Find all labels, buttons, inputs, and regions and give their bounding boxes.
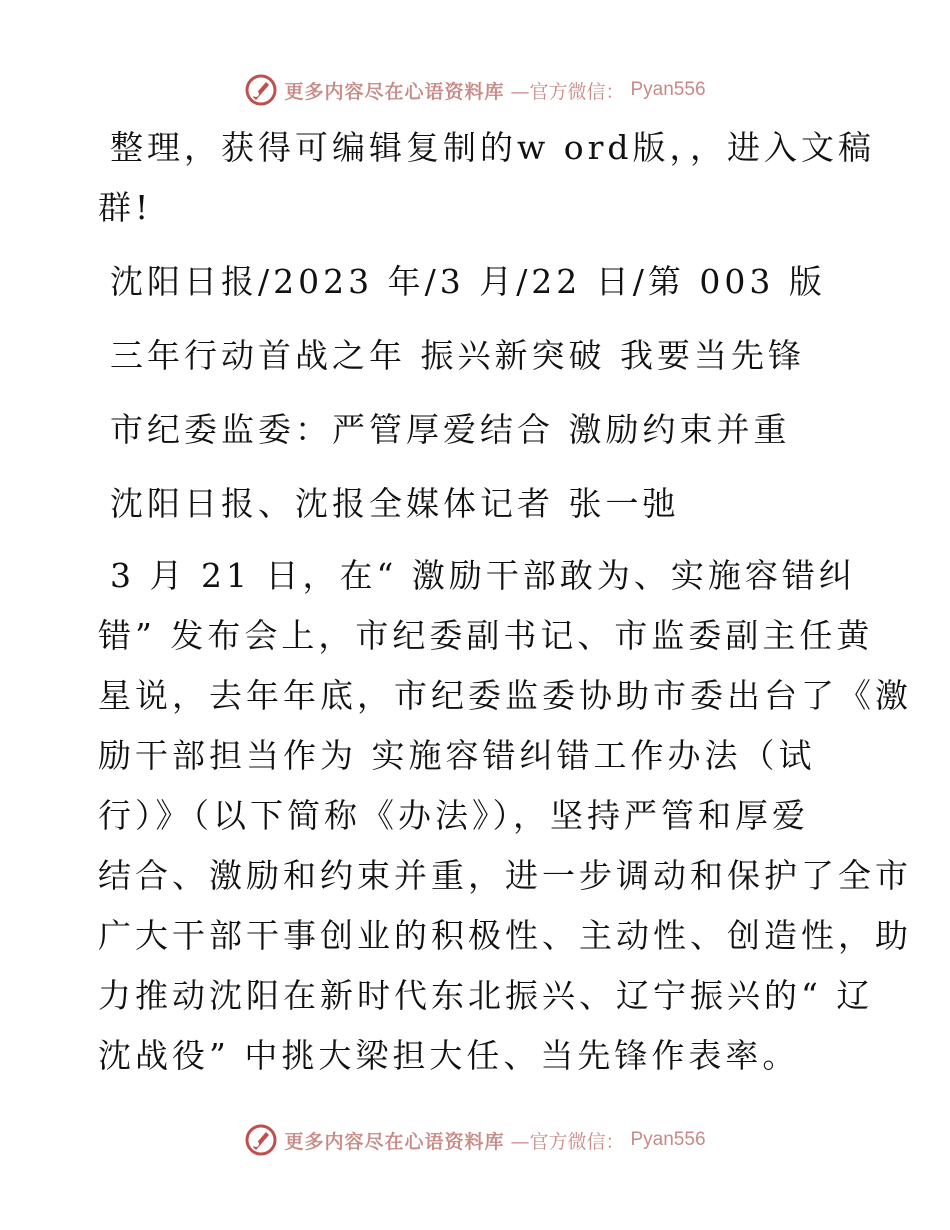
watermark-separator: —官方微信： [510,1130,625,1153]
intro-line: 整理，获得可编辑复制的w ord版，，进入文稿 [110,128,876,167]
body-line: 结合、激励和约束并重，进一步调动和保护了全市 [98,856,912,895]
seal-logo-icon [244,1123,278,1157]
body-line: 3 月 21 日，在“ 激励干部敢为、实施容错纠 [110,556,856,595]
body-paragraph [98,546,912,1086]
body-line: 行）》（以下简称《办法》），坚持严管和厚爱 [98,796,809,835]
byline: 沈阳日报、沈报全媒体记者 张一弛 [110,484,680,523]
watermark-id: Pyan556 [630,1129,706,1150]
watermark-text: 更多内容尽在心语资料库 [284,80,505,103]
body-line: 沈战役” 中挑大梁担大任、当先锋作表率。 [98,1036,800,1075]
source-line: 沈阳日报/2023 年/3 月/22 日/第 003 版 [110,262,826,301]
body-line: 广大干部干事创业的积极性、主动性、创造性，助 [98,916,912,955]
watermark-header [0,70,950,110]
headline-primary: 三年行动首战之年 振兴新突破 我要当先锋 [110,336,805,375]
headline-secondary: 市纪委监委：严管厚爱结合 激励约束并重 [110,410,791,449]
watermark-separator: —官方微信： [510,80,625,103]
intro-line: 群! [98,188,153,227]
body-line: 力推动沈阳在新时代东北振兴、辽宁振兴的“ 辽 [98,976,874,1015]
body-line: 励干部担当作为 实施容错纠错工作办法（试 [98,736,816,775]
watermark-footer [0,1120,950,1160]
intro-paragraph [98,118,876,238]
body-line: 错” 发布会上，市纪委副书记、市监委副主任黄 [98,616,874,655]
body-line: 星说，去年年底，市纪委监委协助市委出台了《激 [98,676,912,715]
seal-logo-icon [244,73,278,107]
watermark-id: Pyan556 [630,79,706,100]
document-body [98,118,912,1100]
watermark-text: 更多内容尽在心语资料库 [284,1130,505,1153]
